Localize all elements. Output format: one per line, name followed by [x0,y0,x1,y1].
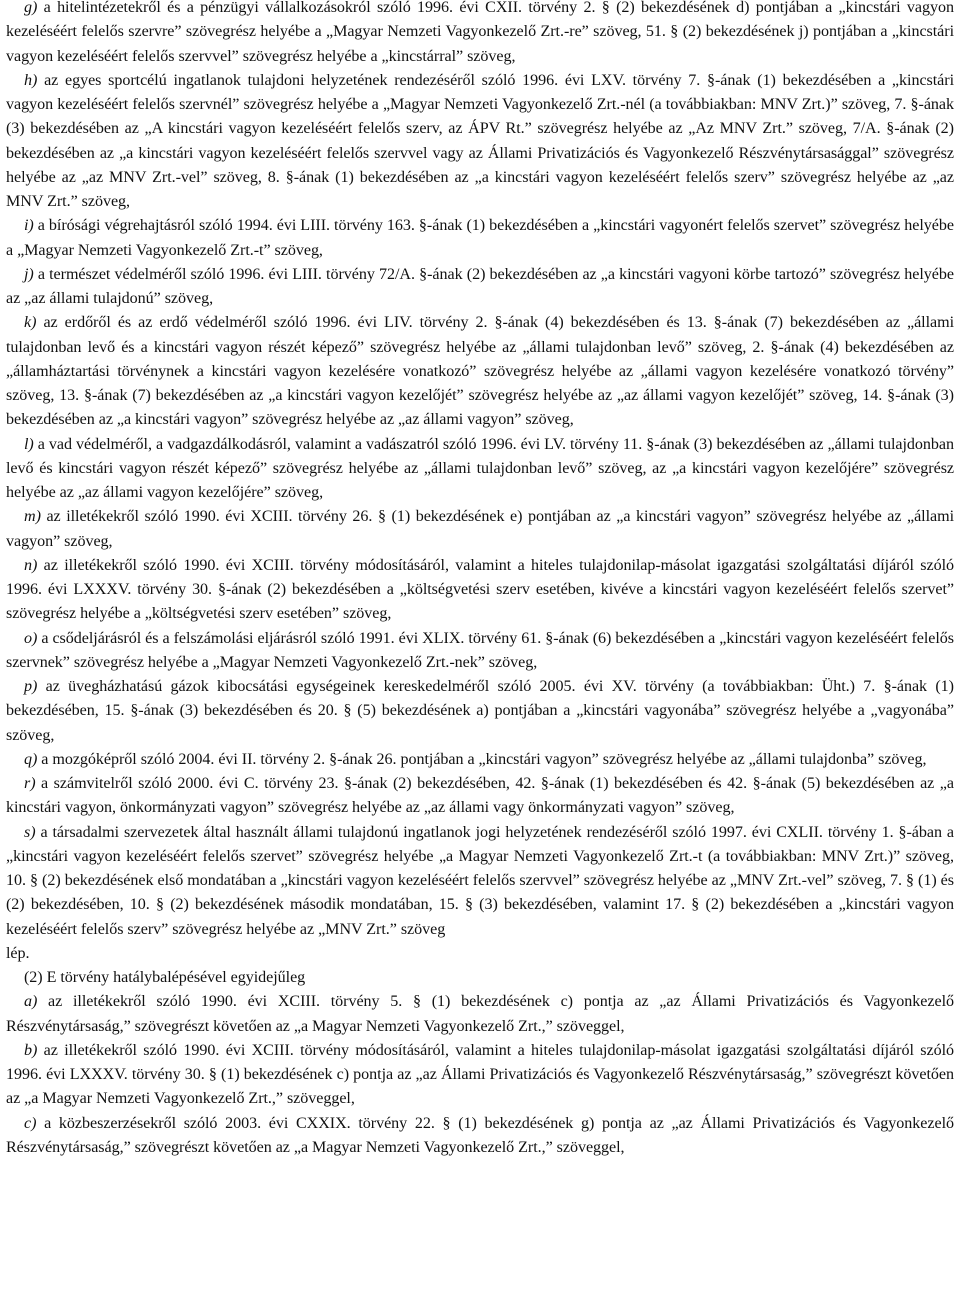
item-marker: j) [24,265,34,283]
item-marker: a) [24,993,38,1011]
item-marker: g) [24,0,38,16]
paragraph-text: az illetékekről szóló 1990. évi XCIII. törvény módosításáról, valamint a hiteles tulajdonilap-másolat igazgatási szolgáltatási díjáról szóló 1996. évi LXXXV. törvény 30. § (1) bekezdésének c) pontja az „az Állami Privatizációs és Vagyonkezelő Részvénytársaság,” szövegrészt követően az „a Magyar Nemzeti Vagyonkezelő Zrt.,” szöveggel, [6,1041,954,1108]
paragraph-k [6,311,954,432]
item-marker: p) [24,678,38,695]
paragraph-text: a társadalmi szervezetek által használt állami tulajdonú ingatlanok jogi helyzetének rendezéséről szóló 1997. évi CXLII. törvény 1. §-ában a „kincstári vagyon kezeléséért felelős szervet” szövegrész helyébe „a Magyar Nemzeti Vagyonkezelő Zrt.-t (a továbbiakban: MNV Zrt.)” szöveg, 10. § (2) bekezdésének első mondatában a „kincstári vagyon kezeléséért felelős szervvel” szövegrész helyébe az „MNV Zrt.-vel” szöveg, 7. § (1) és (2) bekezdésében, 10. § (2) bekezdésének második mondatában, 15. § (3) bekezdésében, valamint 17. § (2) bekezdésében a „kincstári vagyon kezeléséért felelős szerv” szövegrész helyébe az „MNV Zrt.” szöveg [6,823,954,938]
paragraph-text: az egyes sportcélú ingatlanok tulajdoni helyzetének rendezéséről szóló 1996. évi LXV. törvény 7. §-ának (1) bekezdésében a „kincstári vagyon kezeléséért felelős szervnél” szövegrész helyébe a „Magyar Nemzeti Vagyonkezelő Zrt.-nél (a továbbiakban: MNV Zrt.)” szöveg, 7. §-ának (3) bekezdésében az „A kincstári vagyon kezeléséért felelős szerv, az ÁPV Rt.” szövegrész helyébe az „Az MNV Zrt.” szöveg, 7/A. §-ának (2) bekezdésében az „a kincstári vagyon kezeléséért felelős szervvel vagy az Állami Privatizációs és Vagyonkezelő Részvénytársasággal” szövegrész helyébe az „az MNV Zrt.-vel” szöveg, 8. §-ának (1) bekezdésében az „a kincstári vagyon kezeléséért felelős szerv” szövegrész helyébe az „az MNV Zrt.” szöveg, [6,71,954,210]
paragraph-h [6,69,954,215]
item-marker: i) [24,217,34,235]
item-marker: m) [24,508,41,526]
item-marker: s) [24,823,36,841]
item-marker: n) [24,556,38,574]
paragraph-text: az erdőről és az erdő védelméről szóló 1996. évi LIV. törvény 2. §-ának (4) bekezdésében és 13. §-ának (7) bekezdésében az „állami tulajdonban levő és a kincstári vagyon részét képező” szövegrész helyébe az „állami tulajdonban levő” szöveg, 2. §-ának (4) bekezdésében az „államháztartási törvénynek a kincstári vagyon kezelésére vonatkozó” szövegrész helyébe az „állami vagyon kezelésére vonatkozó törvény” szöveg, 13. §-ának (7) bekezdésében az „a kincstári vagyon kezelőjét” szövegrész helyébe az „az állami vagyon kezelőjét” szöveg, 14. §-ának (3) bekezdésében az „a kincstári vagyon” szövegrész helyébe az „az állami vagyon” szöveg, [6,314,954,429]
paragraph-n [6,554,954,627]
paragraph-2c [6,1112,954,1161]
item-marker: h) [24,71,38,89]
item-marker: l) [24,435,34,453]
paragraph-text: az illetékekről szóló 1990. évi XCIII. törvény módosításáról, valamint a hiteles tulajdonilap-másolat igazgatási szolgáltatási díjáról szóló 1996. évi LXXXV. törvény 30. §-ának (2) bekezdésében a „költségvetési szerv esetében, kivéve a kincstári vagyon kezeléséért felelős szervet” szövegrész helyébe a „költségvetési szerv esetében” szöveg, [6,556,954,623]
paragraph-p [6,675,954,748]
paragraph-closing [6,942,954,966]
paragraph-text: az üvegházhatású gázok kibocsátási egységeinek kereskedelméről szóló 2005. évi XV. törvény (a továbbiakban: Üht.) 7. §-ának (1) bekezdésében, 15. §-ának (3) bekezdésében és 20. § (5) bekezdésének a) pontjában a „kincstári vagyonába” szövegrész helyébe a „vagyonába” szöveg, [6,678,954,744]
paragraph-text: az illetékekről szóló 1990. évi XCIII. törvény 26. § (1) bekezdésének e) pontjában az „a kincstári vagyon” szövegrész helyébe az „állami vagyon” szöveg, [6,508,954,550]
paragraph-2a [6,990,954,1039]
paragraph-o [6,627,954,676]
paragraph-text: a számvitelről szóló 2000. évi C. törvény 23. §-ának (2) bekezdésében, 42. §-ának (1) bekezdésében és 42. §-ának (5) bekezdésében az „a kincstári vagyon, önkormányzati vagyon” szövegrész helyébe az „az állami vagy önkormányzati vagyon” szöveg, [6,775,954,817]
paragraph-s [6,821,954,942]
item-marker: o) [24,629,38,647]
paragraph-text: a csődeljárásról és a felszámolási eljárásról szóló 1991. évi XLIX. törvény 61. §-ának (6) bekezdésében a „kincstári vagyon kezeléséért felelős szervnek” szövegrész helyébe a „Magyar Nemzeti Vagyonkezelő Zrt.-nek” szöveg, [6,629,954,671]
paragraph-j [6,263,954,312]
item-marker: r) [24,775,36,792]
paragraph-text: lép. [6,944,30,962]
paragraph-text: a természet védelméről szóló 1996. évi LIII. törvény 72/A. §-ának (2) bekezdésében az „a kincstári vagyoni körbe tartozó” szövegrész helyébe az „az állami tulajdonú” szöveg, [6,265,954,307]
paragraph-text: a hitelintézetekről és a pénzügyi vállalkozásokról szóló 1996. évi CXII. törvény 2. § (2) bekezdésének d) pontjában a „kincstári vagyon kezeléséért felelős szervre” szövegrész helyébe a „Magyar Nemzeti Vagyonkezelő Zrt.-re” szöveg, 51. § (2) bekezdésének j) pontjában a „kincstári vagyon kezeléséért felelős szervvel” szövegrész helyébe a „kincstárral” szöveg, [6,0,954,65]
item-marker: q) [24,750,38,768]
item-marker: b) [24,1041,38,1059]
paragraph-text: (2) E törvény hatálybalépésével egyidejűleg [24,969,306,986]
paragraph-text: a bírósági végrehajtásról szóló 1994. évi LIII. törvény 163. §-ának (1) bekezdésében a „kincstári vagyonért felelős szervet” szövegrész helyébe a „Magyar Nemzeti Vagyonkezelő Zrt.-t” szöveg, [6,217,954,259]
paragraph-r [6,772,954,821]
paragraph-m [6,505,954,554]
paragraph-text: a mozgóképről szóló 2004. évi II. törvény 2. §-ának 26. pontjában a „kincstári vagyon” szövegrész helyébe az „állami tulajdonba” szöveg, [37,750,927,768]
paragraph-section-2-heading [6,966,954,990]
paragraph-l [6,433,954,506]
paragraph-g [6,0,954,69]
item-marker: k) [24,314,37,332]
paragraph-text: a közbeszerzésekről szóló 2003. évi CXXIX. törvény 22. § (1) bekezdésének g) pontja az „az Állami Privatizációs és Vagyonkezelő Részvénytársaság,” szövegrészt követően az „a Magyar Nemzeti Vagyonkezelő Zrt.,” szöveggel, [6,1114,954,1156]
item-marker: c) [24,1114,37,1132]
paragraph-text: a vad védelméről, a vadgazdálkodásról, valamint a vadászatról szóló 1996. évi LV. törvény 11. §-ának (3) bekezdésében az „állami tulajdonban levő és kincstári vagyon részét képező” szövegrész helyébe az „állami tulajdonban levő” szöveg, az „a kincstári vagyon kezelőjére” szövegrész helyébe az „az állami vagyon kezelőjére” szöveg, [6,435,954,501]
paragraph-i [6,214,954,263]
paragraph-text: az illetékekről szóló 1990. évi XCIII. törvény 5. § (1) bekezdésének c) pontja az „az Állami Privatizációs és Vagyonkezelő Részvénytársaság,” szövegrészt követően az „a Magyar Nemzeti Vagyonkezelő Zrt.,” szöveggel, [6,993,954,1035]
paragraph-q [6,748,954,772]
paragraph-2b [6,1039,954,1112]
